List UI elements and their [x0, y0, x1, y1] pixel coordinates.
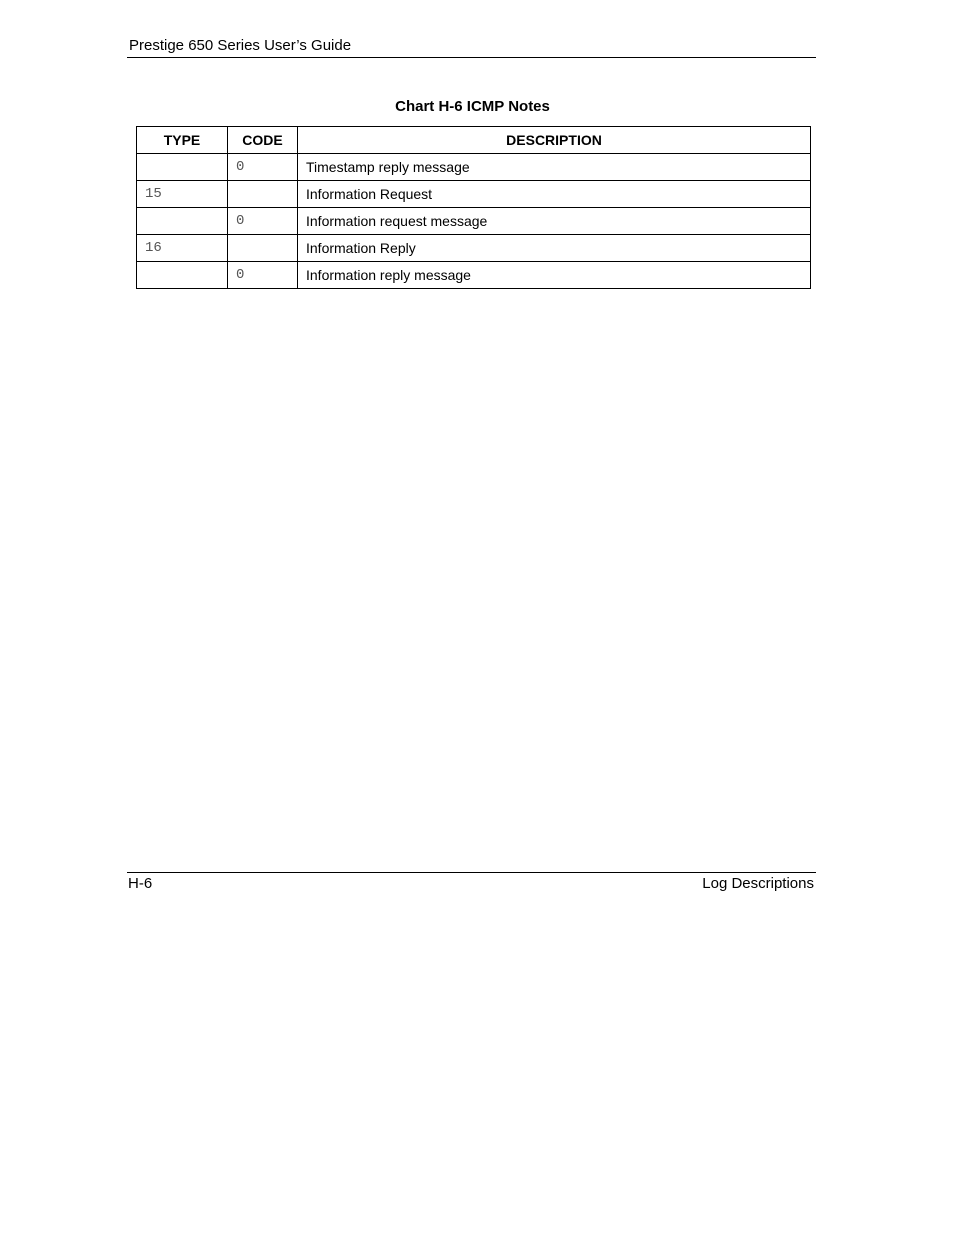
description-cell: Information request message — [298, 208, 811, 235]
page-number: H-6 — [128, 875, 153, 892]
table-row — [137, 181, 811, 208]
table-row — [137, 208, 811, 235]
description-cell: Information Reply — [298, 235, 811, 262]
column-header-description: DESCRIPTION — [298, 127, 811, 154]
type-cell: 15 — [137, 181, 228, 208]
type-cell: 16 — [137, 235, 228, 262]
header-rule — [127, 57, 816, 58]
code-cell: 0 — [228, 154, 298, 181]
icmp-notes-table — [136, 126, 811, 289]
type-cell — [137, 262, 228, 289]
running-header: Prestige 650 Series User’s Guide — [129, 37, 352, 54]
code-cell — [228, 235, 298, 262]
table-header-row — [137, 127, 811, 154]
code-cell: 0 — [228, 208, 298, 235]
column-header-code: CODE — [228, 127, 298, 154]
type-cell — [137, 154, 228, 181]
footer-rule — [127, 872, 816, 873]
code-cell: 0 — [228, 262, 298, 289]
description-cell: Information reply message — [298, 262, 811, 289]
column-header-type: TYPE — [137, 127, 228, 154]
type-cell — [137, 208, 228, 235]
table-row — [137, 235, 811, 262]
code-cell — [228, 181, 298, 208]
description-cell: Information Request — [298, 181, 811, 208]
footer-section-title: Log Descriptions — [702, 875, 814, 892]
chart-caption: Chart H-6 ICMP Notes — [395, 98, 550, 115]
description-cell: Timestamp reply message — [298, 154, 811, 181]
table-row — [137, 154, 811, 181]
table-row — [137, 262, 811, 289]
